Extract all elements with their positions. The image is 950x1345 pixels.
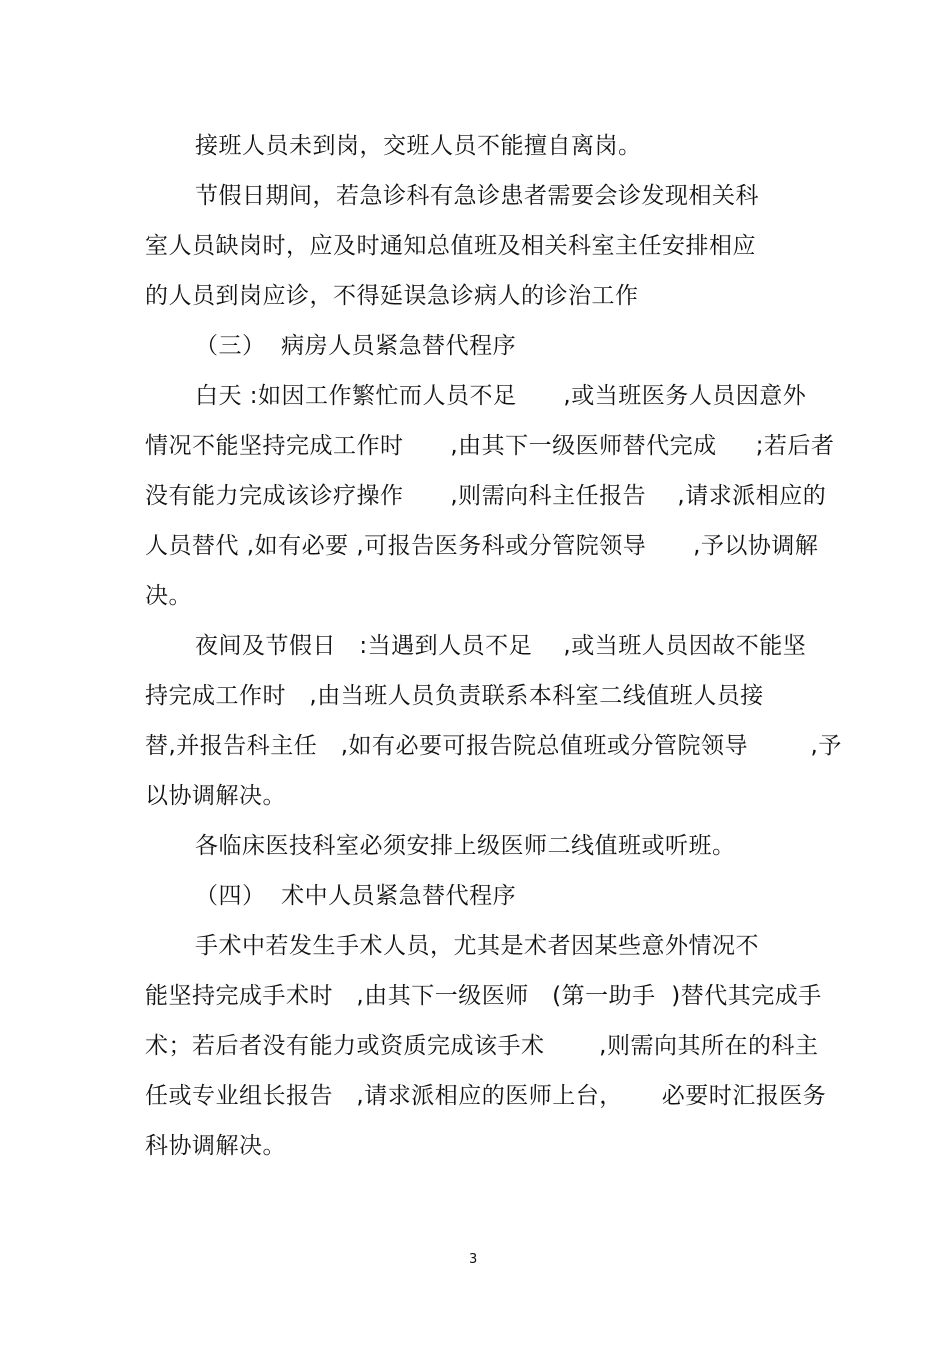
page-number: 3 [469, 1252, 478, 1267]
section-heading: （四） 术中人员紧急替代程序 [195, 883, 517, 909]
text-line: 手术中若发生手术人员，尤其是术者因某些意外情况不 [195, 933, 759, 959]
text-line: 以协调解决。 [145, 783, 286, 809]
text-line: 人员替代 ,如有必要 ,可报告医务科或分管院领导 ,予以协调解 [145, 533, 819, 559]
text-line: 夜间及节假日 :当遇到人员不足 ,或当班人员因故不能坚 [195, 633, 807, 659]
text-line: 任或专业组长报告 ,请求派相应的医师上台， 必要时汇报医务 [145, 1083, 827, 1109]
text-line: 替,并报告科主任 ,如有必要可报告院总值班或分管院领导 ,予 [145, 733, 842, 759]
text-line: 情况不能坚持完成工作时 ,由其下一级医师替代完成 ;若后者 [145, 433, 835, 459]
text-line: 科协调解决。 [145, 1133, 286, 1159]
text-line: 室人员缺岗时，应及时通知总值班及相关科室主任安排相应 [145, 233, 756, 259]
text-line: 决。 [145, 583, 192, 609]
text-line: 接班人员未到岗，交班人员不能擅自离岗。 [195, 133, 642, 159]
text-line: 各临床医技科室必须安排上级医师二线值班或听班。 [195, 833, 736, 859]
text-line: 持完成工作时 ,由当班人员负责联系本科室二线值班人员接 [145, 683, 764, 709]
section-heading: （三） 病房人员紧急替代程序 [195, 333, 517, 359]
text-line: 白天 :如因工作繁忙而人员不足 ,或当班医务人员因意外 [195, 383, 807, 409]
text-line: 的人员到岗应诊，不得延误急诊病人的诊治工作 [145, 283, 639, 309]
text-line: 节假日期间，若急诊科有急诊患者需要会诊发现相关科 [195, 183, 759, 209]
text-line: 没有能力完成该诊疗操作 ,则需向科主任报告 ,请求派相应的 [145, 483, 827, 509]
text-line: 术；若后者没有能力或资质完成该手术 ,则需向其所在的科主 [145, 1033, 819, 1059]
text-line: 能坚持完成手术时 ,由其下一级医师 (第一助手 )替代其完成手 [145, 983, 822, 1009]
